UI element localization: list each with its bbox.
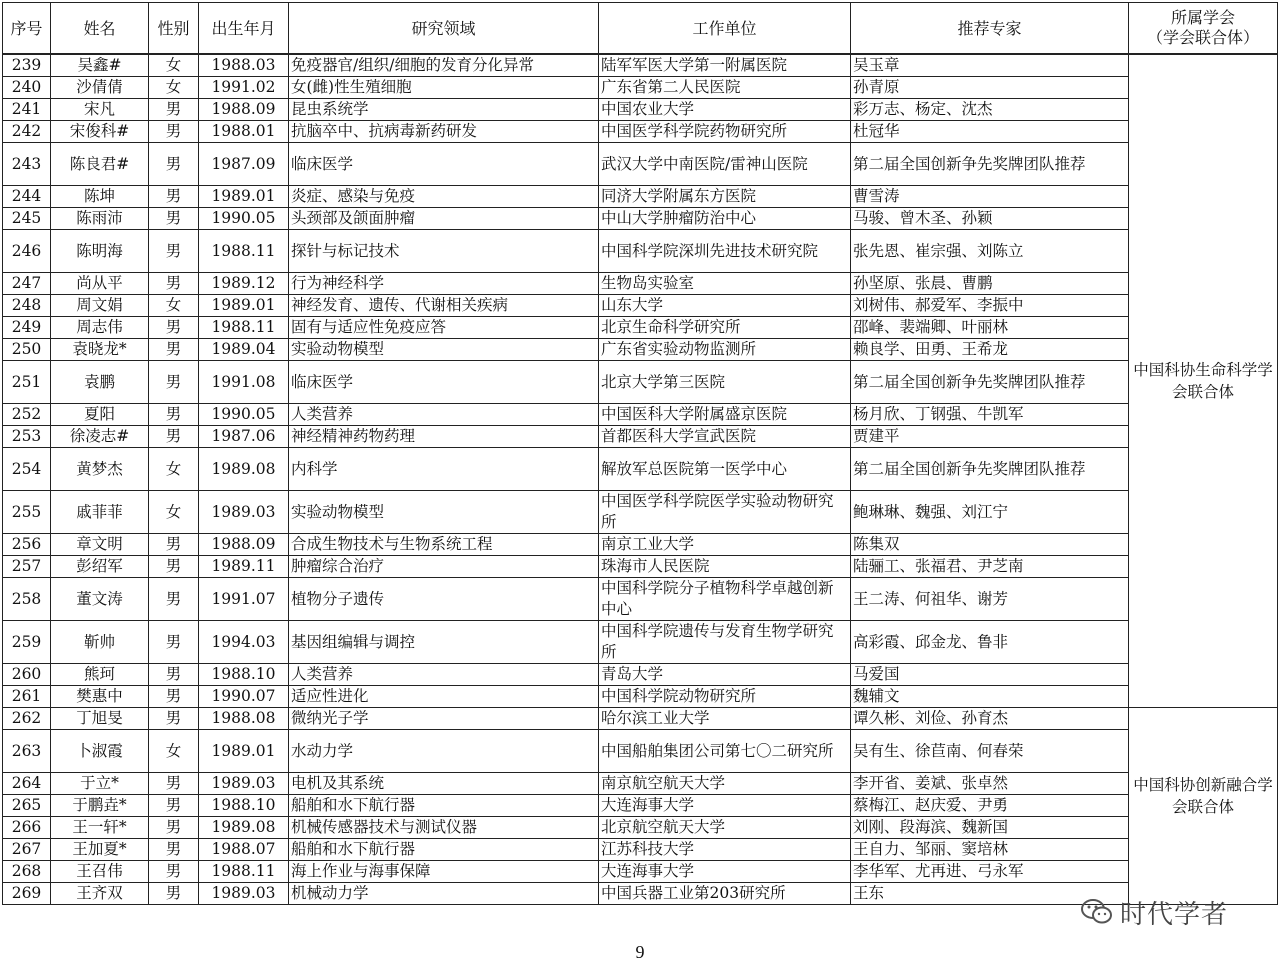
- cell-birth: 1989.03: [199, 773, 289, 795]
- cell-experts: 第二届全国创新争先奖牌团队推荐: [851, 143, 1129, 186]
- cell-no: 240: [3, 77, 51, 99]
- cell-experts: 王东: [851, 883, 1129, 905]
- cell-birth: 1987.06: [199, 426, 289, 448]
- cell-experts: 杨月欣、丁钢强、牛凯军: [851, 404, 1129, 426]
- cell-name: 吴鑫#: [51, 54, 149, 77]
- cell-field: 临床医学: [289, 361, 599, 404]
- cell-no: 253: [3, 426, 51, 448]
- cell-name: 董文涛: [51, 578, 149, 621]
- cell-birth: 1988.09: [199, 534, 289, 556]
- header-birth: 出生年月: [199, 3, 289, 55]
- cell-birth: 1989.12: [199, 273, 289, 295]
- table-row: [3, 448, 1278, 491]
- cell-unit: 大连海事大学: [599, 795, 851, 817]
- cell-name: 沙倩倩: [51, 77, 149, 99]
- cell-no: 267: [3, 839, 51, 861]
- cell-gender: 女: [149, 730, 199, 773]
- cell-no: 239: [3, 54, 51, 77]
- cell-unit: 北京航空航天大学: [599, 817, 851, 839]
- cell-field: 探针与标记技术: [289, 230, 599, 273]
- cell-name: 宋凡: [51, 99, 149, 121]
- table-row: [3, 404, 1278, 426]
- table-row: [3, 686, 1278, 708]
- cell-birth: 1991.02: [199, 77, 289, 99]
- cell-no: 269: [3, 883, 51, 905]
- cell-unit: 广东省实验动物监测所: [599, 339, 851, 361]
- cell-name: 章文明: [51, 534, 149, 556]
- cell-gender: 女: [149, 491, 199, 534]
- cell-birth: 1988.11: [199, 317, 289, 339]
- header-experts: 推荐专家: [851, 3, 1129, 55]
- cell-birth: 1989.01: [199, 295, 289, 317]
- cell-birth: 1988.08: [199, 708, 289, 730]
- cell-field: 人类营养: [289, 664, 599, 686]
- cell-unit: 南京航空航天大学: [599, 773, 851, 795]
- cell-birth: 1987.09: [199, 143, 289, 186]
- cell-field: 炎症、感染与免疫: [289, 186, 599, 208]
- cell-gender: 男: [149, 817, 199, 839]
- cell-birth: 1989.03: [199, 491, 289, 534]
- cell-name: 陈明海: [51, 230, 149, 273]
- cell-gender: 女: [149, 77, 199, 99]
- cell-gender: 男: [149, 121, 199, 143]
- header-no: 序号: [3, 3, 51, 55]
- cell-gender: 男: [149, 621, 199, 664]
- cell-unit: 珠海市人民医院: [599, 556, 851, 578]
- cell-field: 海上作业与海事保障: [289, 861, 599, 883]
- cell-field: 船舶和水下航行器: [289, 795, 599, 817]
- table-row: [3, 578, 1278, 621]
- cell-field: 神经精神药物药理: [289, 426, 599, 448]
- header-society: 所属学会 （学会联合体）: [1129, 3, 1278, 55]
- cell-gender: 男: [149, 578, 199, 621]
- cell-experts: 孙坚原、张晨、曹鹏: [851, 273, 1129, 295]
- cell-unit: 陆军军医大学第一附属医院: [599, 54, 851, 77]
- cell-unit: 哈尔滨工业大学: [599, 708, 851, 730]
- table-row: [3, 295, 1278, 317]
- cell-field: 人类营养: [289, 404, 599, 426]
- cell-birth: 1988.09: [199, 99, 289, 121]
- cell-experts: 吴有生、徐苣南、何春荣: [851, 730, 1129, 773]
- cell-name: 陈雨沛: [51, 208, 149, 230]
- cell-gender: 男: [149, 426, 199, 448]
- header-gender: 性别: [149, 3, 199, 55]
- cell-name: 靳帅: [51, 621, 149, 664]
- cell-no: 261: [3, 686, 51, 708]
- cell-field: 临床医学: [289, 143, 599, 186]
- header-field: 研究领域: [289, 3, 599, 55]
- cell-unit: 广东省第二人民医院: [599, 77, 851, 99]
- cell-unit: 中国科学院动物研究所: [599, 686, 851, 708]
- cell-no: 242: [3, 121, 51, 143]
- cell-name: 袁晓龙*: [51, 339, 149, 361]
- table-row: [3, 186, 1278, 208]
- cell-name: 陈坤: [51, 186, 149, 208]
- cell-experts: 陆骊工、张福君、尹芝南: [851, 556, 1129, 578]
- cell-no: 264: [3, 773, 51, 795]
- table-row: [3, 773, 1278, 795]
- cell-name: 尚从平: [51, 273, 149, 295]
- cell-unit: 青岛大学: [599, 664, 851, 686]
- cell-experts: 张先恩、崔宗强、刘陈立: [851, 230, 1129, 273]
- cell-birth: 1988.11: [199, 861, 289, 883]
- cell-no: 256: [3, 534, 51, 556]
- cell-name: 陈良君#: [51, 143, 149, 186]
- cell-experts: 王自力、邹丽、窦培林: [851, 839, 1129, 861]
- cell-society: 中国科协生命科学学会联合体: [1129, 54, 1278, 708]
- header-unit: 工作单位: [599, 3, 851, 55]
- cell-name: 熊珂: [51, 664, 149, 686]
- cell-birth: 1994.03: [199, 621, 289, 664]
- cell-experts: 赖良学、田勇、王希龙: [851, 339, 1129, 361]
- table-row: [3, 817, 1278, 839]
- cell-no: 262: [3, 708, 51, 730]
- cell-unit: 山东大学: [599, 295, 851, 317]
- cell-field: 电机及其系统: [289, 773, 599, 795]
- cell-field: 机械传感器技术与测试仪器: [289, 817, 599, 839]
- cell-birth: 1991.07: [199, 578, 289, 621]
- cell-field: 植物分子遗传: [289, 578, 599, 621]
- cell-birth: 1988.07: [199, 839, 289, 861]
- cell-no: 251: [3, 361, 51, 404]
- cell-unit: 中国医学科学院药物研究所: [599, 121, 851, 143]
- cell-no: 260: [3, 664, 51, 686]
- cell-birth: 1988.10: [199, 664, 289, 686]
- cell-experts: 彩万志、杨定、沈杰: [851, 99, 1129, 121]
- cell-birth: 1989.11: [199, 556, 289, 578]
- cell-experts: 王二涛、何祖华、谢芳: [851, 578, 1129, 621]
- cell-name: 戚菲菲: [51, 491, 149, 534]
- table-row: [3, 426, 1278, 448]
- cell-society: 中国科协创新融合学会联合体: [1129, 708, 1278, 905]
- cell-name: 周文娟: [51, 295, 149, 317]
- cell-field: 女(雌)性生殖细胞: [289, 77, 599, 99]
- cell-gender: 男: [149, 404, 199, 426]
- table-row: [3, 708, 1278, 730]
- cell-no: 247: [3, 273, 51, 295]
- cell-gender: 女: [149, 54, 199, 77]
- cell-field: 合成生物技术与生物系统工程: [289, 534, 599, 556]
- recommendation-table: [2, 2, 1278, 905]
- table-row: [3, 839, 1278, 861]
- cell-experts: 邵峰、裴端卿、叶丽林: [851, 317, 1129, 339]
- table-row: [3, 621, 1278, 664]
- cell-unit: 首都医科大学宣武医院: [599, 426, 851, 448]
- table-row: [3, 121, 1278, 143]
- cell-birth: 1989.01: [199, 730, 289, 773]
- cell-birth: 1991.08: [199, 361, 289, 404]
- table-row: [3, 664, 1278, 686]
- cell-birth: 1989.04: [199, 339, 289, 361]
- cell-experts: 鲍琳琳、魏强、刘江宁: [851, 491, 1129, 534]
- cell-experts: 陈集双: [851, 534, 1129, 556]
- table-row: [3, 230, 1278, 273]
- cell-experts: 李开省、姜斌、张卓然: [851, 773, 1129, 795]
- cell-gender: 男: [149, 361, 199, 404]
- cell-field: 船舶和水下航行器: [289, 839, 599, 861]
- cell-no: 257: [3, 556, 51, 578]
- cell-name: 徐凌志#: [51, 426, 149, 448]
- table-row: [3, 99, 1278, 121]
- cell-name: 王加夏*: [51, 839, 149, 861]
- cell-experts: 第二届全国创新争先奖牌团队推荐: [851, 448, 1129, 491]
- cell-experts: 曹雪涛: [851, 186, 1129, 208]
- table-header-row: [3, 3, 1278, 55]
- cell-no: 246: [3, 230, 51, 273]
- cell-gender: 男: [149, 230, 199, 273]
- cell-birth: 1989.03: [199, 883, 289, 905]
- cell-experts: 第二届全国创新争先奖牌团队推荐: [851, 361, 1129, 404]
- cell-unit: 生物岛实验室: [599, 273, 851, 295]
- cell-birth: 1988.03: [199, 54, 289, 77]
- cell-no: 259: [3, 621, 51, 664]
- cell-birth: 1988.10: [199, 795, 289, 817]
- cell-experts: 杜冠华: [851, 121, 1129, 143]
- cell-name: 卜淑霞: [51, 730, 149, 773]
- cell-no: 266: [3, 817, 51, 839]
- cell-name: 于鹏垚*: [51, 795, 149, 817]
- cell-birth: 1988.01: [199, 121, 289, 143]
- cell-unit: 中国农业大学: [599, 99, 851, 121]
- cell-name: 周志伟: [51, 317, 149, 339]
- cell-unit: 南京工业大学: [599, 534, 851, 556]
- cell-experts: 李华军、尤再进、弓永军: [851, 861, 1129, 883]
- cell-gender: 男: [149, 317, 199, 339]
- cell-experts: 孙青原: [851, 77, 1129, 99]
- table-row: [3, 273, 1278, 295]
- cell-field: 内科学: [289, 448, 599, 491]
- cell-no: 244: [3, 186, 51, 208]
- table-body: [3, 54, 1278, 905]
- table-row: [3, 491, 1278, 534]
- cell-unit: 中国科学院分子植物科学卓越创新中心: [599, 578, 851, 621]
- cell-name: 夏阳: [51, 404, 149, 426]
- table-row: [3, 730, 1278, 773]
- cell-unit: 中国科学院遗传与发育生物学研究所: [599, 621, 851, 664]
- cell-no: 245: [3, 208, 51, 230]
- table-row: [3, 143, 1278, 186]
- cell-no: 243: [3, 143, 51, 186]
- wechat-icon: [1080, 897, 1114, 927]
- cell-gender: 男: [149, 208, 199, 230]
- cell-unit: 中国医科大学附属盛京医院: [599, 404, 851, 426]
- cell-name: 王一轩*: [51, 817, 149, 839]
- watermark-text: 时代学者: [1120, 899, 1229, 930]
- cell-gender: 男: [149, 795, 199, 817]
- cell-gender: 男: [149, 861, 199, 883]
- cell-no: 265: [3, 795, 51, 817]
- cell-field: 抗脑卒中、抗病毒新药研发: [289, 121, 599, 143]
- cell-experts: 魏辅文: [851, 686, 1129, 708]
- cell-no: 252: [3, 404, 51, 426]
- cell-field: 微纳光子学: [289, 708, 599, 730]
- cell-birth: 1990.05: [199, 208, 289, 230]
- cell-gender: 男: [149, 339, 199, 361]
- table-row: [3, 795, 1278, 817]
- cell-unit: 中国兵器工业第203研究所: [599, 883, 851, 905]
- cell-field: 肿瘤综合治疗: [289, 556, 599, 578]
- cell-field: 固有与适应性免疫应答: [289, 317, 599, 339]
- cell-gender: 男: [149, 99, 199, 121]
- cell-gender: 男: [149, 664, 199, 686]
- table-row: [3, 534, 1278, 556]
- cell-field: 基因组编辑与调控: [289, 621, 599, 664]
- cell-unit: 大连海事大学: [599, 861, 851, 883]
- cell-no: 248: [3, 295, 51, 317]
- cell-birth: 1990.05: [199, 404, 289, 426]
- cell-experts: 蔡梅江、赵庆爱、尹勇: [851, 795, 1129, 817]
- cell-experts: 高彩霞、邱金龙、鲁非: [851, 621, 1129, 664]
- table-row: [3, 339, 1278, 361]
- cell-no: 263: [3, 730, 51, 773]
- cell-field: 昆虫系统学: [289, 99, 599, 121]
- cell-gender: 男: [149, 708, 199, 730]
- cell-gender: 男: [149, 839, 199, 861]
- cell-gender: 女: [149, 448, 199, 491]
- cell-name: 丁旭旻: [51, 708, 149, 730]
- cell-gender: 女: [149, 295, 199, 317]
- cell-field: 行为神经科学: [289, 273, 599, 295]
- cell-gender: 男: [149, 273, 199, 295]
- cell-field: 实验动物模型: [289, 339, 599, 361]
- table-row: [3, 361, 1278, 404]
- table-row: [3, 208, 1278, 230]
- cell-experts: 吴玉章: [851, 54, 1129, 77]
- cell-unit: 武汉大学中南医院/雷神山医院: [599, 143, 851, 186]
- cell-experts: 马爱国: [851, 664, 1129, 686]
- cell-field: 适应性进化: [289, 686, 599, 708]
- table-row: [3, 317, 1278, 339]
- cell-field: 实验动物模型: [289, 491, 599, 534]
- cell-name: 袁鹏: [51, 361, 149, 404]
- cell-birth: 1989.08: [199, 448, 289, 491]
- cell-no: 254: [3, 448, 51, 491]
- cell-unit: 中国科学院深圳先进技术研究院: [599, 230, 851, 273]
- cell-unit: 北京大学第三医院: [599, 361, 851, 404]
- cell-gender: 男: [149, 186, 199, 208]
- cell-experts: 刘刚、段海滨、魏新国: [851, 817, 1129, 839]
- cell-name: 彭绍军: [51, 556, 149, 578]
- cell-name: 王召伟: [51, 861, 149, 883]
- cell-experts: 谭久彬、刘俭、孙育杰: [851, 708, 1129, 730]
- cell-birth: 1990.07: [199, 686, 289, 708]
- cell-experts: 刘树伟、郝爱军、李振中: [851, 295, 1129, 317]
- cell-gender: 男: [149, 143, 199, 186]
- cell-gender: 男: [149, 883, 199, 905]
- cell-unit: 解放军总医院第一医学中心: [599, 448, 851, 491]
- cell-birth: 1989.08: [199, 817, 289, 839]
- cell-unit: 江苏科技大学: [599, 839, 851, 861]
- cell-gender: 男: [149, 534, 199, 556]
- cell-gender: 男: [149, 686, 199, 708]
- cell-name: 樊惠中: [51, 686, 149, 708]
- table-row: [3, 77, 1278, 99]
- cell-no: 241: [3, 99, 51, 121]
- cell-unit: 中山大学肿瘤防治中心: [599, 208, 851, 230]
- cell-field: 水动力学: [289, 730, 599, 773]
- cell-name: 王齐双: [51, 883, 149, 905]
- cell-no: 255: [3, 491, 51, 534]
- table-row: [3, 861, 1278, 883]
- cell-no: 249: [3, 317, 51, 339]
- cell-name: 宋俊科#: [51, 121, 149, 143]
- cell-unit: 北京生命科学研究所: [599, 317, 851, 339]
- cell-experts: 贾建平: [851, 426, 1129, 448]
- cell-field: 头颈部及颌面肿瘤: [289, 208, 599, 230]
- table-row: [3, 54, 1278, 77]
- cell-unit: 同济大学附属东方医院: [599, 186, 851, 208]
- cell-unit: 中国医学科学院医学实验动物研究所: [599, 491, 851, 534]
- watermark: [1080, 892, 1228, 932]
- page-number: 9: [635, 942, 645, 962]
- table-row: [3, 556, 1278, 578]
- cell-no: 268: [3, 861, 51, 883]
- cell-field: 免疫器官/组织/细胞的发育分化异常: [289, 54, 599, 77]
- cell-name: 黄梦杰: [51, 448, 149, 491]
- cell-gender: 男: [149, 556, 199, 578]
- cell-name: 于立*: [51, 773, 149, 795]
- cell-gender: 男: [149, 773, 199, 795]
- header-name: 姓名: [51, 3, 149, 55]
- cell-no: 258: [3, 578, 51, 621]
- cell-experts: 马骏、曾木圣、孙颖: [851, 208, 1129, 230]
- cell-birth: 1988.11: [199, 230, 289, 273]
- cell-unit: 中国船舶集团公司第七〇二研究所: [599, 730, 851, 773]
- cell-no: 250: [3, 339, 51, 361]
- cell-field: 神经发育、遗传、代谢相关疾病: [289, 295, 599, 317]
- cell-birth: 1989.01: [199, 186, 289, 208]
- cell-field: 机械动力学: [289, 883, 599, 905]
